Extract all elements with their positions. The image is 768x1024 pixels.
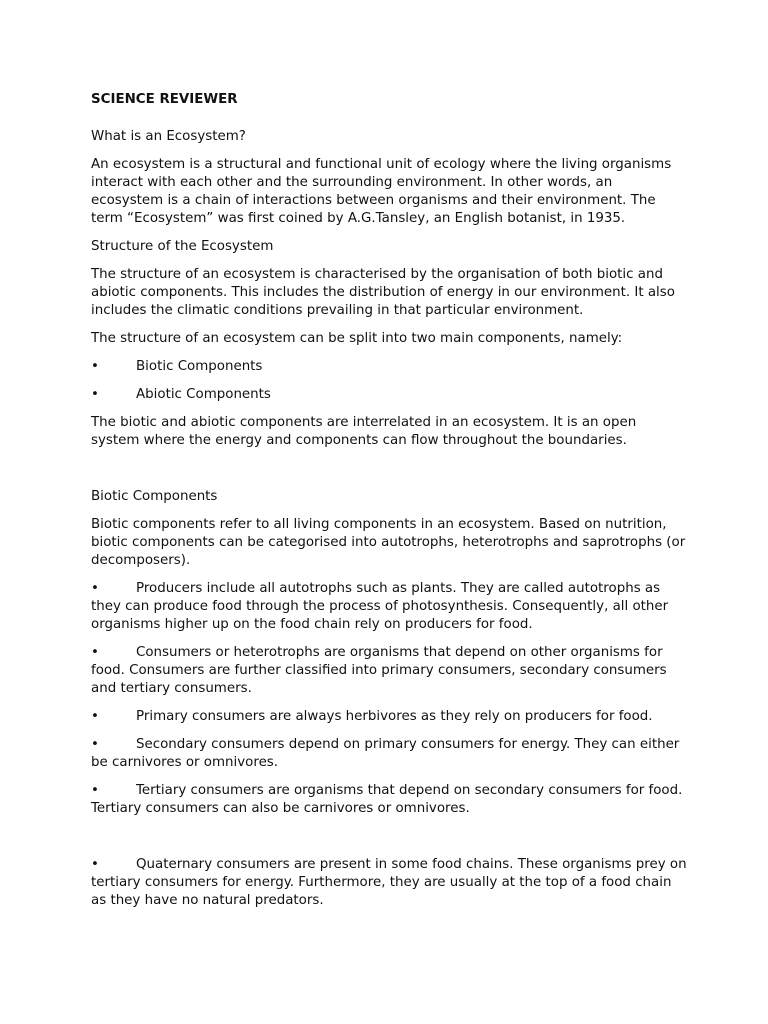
heading-what-is-ecosystem: What is an Ecosystem? (91, 129, 246, 144)
bullet-tertiary (91, 782, 688, 818)
bullet-abiotic (91, 386, 688, 404)
bullet-icon: • (91, 857, 99, 872)
bullet-abiotic-text: Abiotic Components (136, 387, 271, 402)
bullet-icon: • (91, 709, 99, 724)
bullet-producers-text: Producers include all autotrophs such as plants. They are called autotrophs as they can produce food through the process of photosynthesis. Consequently, all other organisms higher up on the food chain rely on producers for food. (91, 581, 669, 632)
bullet-biotic (91, 358, 688, 376)
document-title: SCIENCE REVIEWER (91, 92, 238, 107)
bullet-icon: • (91, 359, 99, 374)
paragraph-definition: An ecosystem is a structural and functional unit of ecology where the living organisms interact with each other and the surrounding environment. In other words, an ecosystem is a chain of interactions between organisms and their environment. The term “Ecosystem” was first coined by A.G.Tansley, an English botanist, in 1935. (91, 157, 672, 226)
bullet-secondary-text: Secondary consumers depend on primary consumers for energy. They can either be carnivores or omnivores. (91, 737, 680, 770)
bullet-icon: • (91, 645, 99, 660)
bullet-primary-text: Primary consumers are always herbivores as they rely on producers for food. (136, 709, 653, 724)
bullet-primary (91, 708, 688, 726)
bullet-secondary (91, 736, 688, 772)
bullet-icon: • (91, 737, 99, 752)
heading-structure: Structure of the Ecosystem (91, 239, 274, 254)
paragraph-split: The structure of an ecosystem can be split into two main components, namely: (91, 331, 623, 346)
bullet-icon: • (91, 581, 99, 596)
paragraph-structure: The structure of an ecosystem is characterised by the organisation of both biotic and abiotic components. This includes the distribution of energy in our environment. It also includes the climatic conditions prevailing in that particular environment. (91, 267, 675, 318)
bullet-tertiary-text: Tertiary consumers are organisms that depend on secondary consumers for food. Tertiary consumers can also be carnivores or omnivores. (91, 783, 683, 816)
paragraph-interrelated: The biotic and abiotic components are interrelated in an ecosystem. It is an open system where the energy and components can flow throughout the boundaries. (91, 415, 637, 448)
bullet-biotic-text: Biotic Components (136, 359, 263, 374)
bullet-consumers (91, 644, 688, 698)
heading-biotic-components: Biotic Components (91, 489, 218, 504)
paragraph-biotic: Biotic components refer to all living components in an ecosystem. Based on nutrition, biotic components can be categorised into autotrophs, heterotrophs and saprotrophs (or decomposers). (91, 517, 686, 568)
bullet-quaternary-text: Quaternary consumers are present in some food chains. These organisms prey on tertiary consumers for energy. Furthermore, they are usually at the top of a food chain as they have no natural predators. (91, 857, 687, 908)
bullet-icon: • (91, 783, 99, 798)
bullet-consumers-text: Consumers or heterotrophs are organisms that depend on other organisms for food. Consumers are further classified into primary consumers, secondary consumers and tertiary consumers. (91, 645, 667, 696)
bullet-quaternary (91, 856, 688, 910)
bullet-icon: • (91, 387, 99, 402)
bullet-producers (91, 580, 688, 634)
